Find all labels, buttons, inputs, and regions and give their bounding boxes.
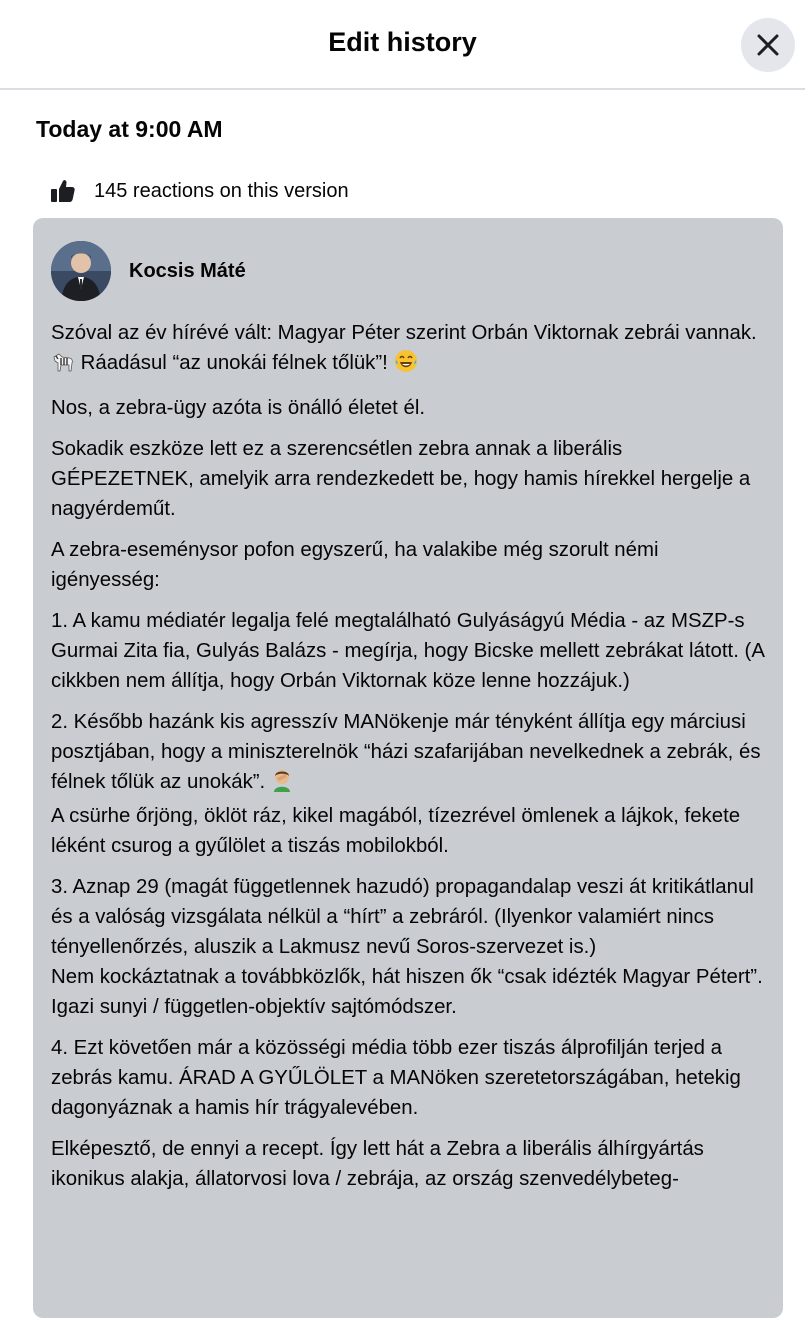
author-name[interactable]: Kocsis Máté (129, 259, 246, 282)
dialog-header (0, 0, 805, 90)
avatar[interactable] (51, 241, 111, 301)
thumbs-up-icon (50, 178, 76, 204)
facepalm-emoji-icon (271, 768, 293, 801)
post-card (33, 218, 783, 1318)
post-paragraph (51, 872, 766, 1022)
post-author (51, 241, 246, 301)
post-paragraph: Elképesztő, de ennyi a recept. Így lett hát a Zebra a liberális álhírgyártás ikonikus alakja, állatorvosi lova / zebrája, az ország szenvedélybeteg- (51, 1138, 704, 1190)
post-text (51, 318, 766, 1205)
close-icon (755, 32, 781, 58)
paragraph-text: Szóval az év hírévé vált: Magyar Péter szerint Orbán Viktornak zebrái vannak. (51, 322, 757, 344)
post-paragraph: Sokadik eszköze lett ez a szerencsétlen zebra annak a liberális GÉPEZETNEK, amelyik arra rendezkedett be, hogy hamis hírekkel hergelje a nagyérdeműt. (51, 438, 751, 520)
reactions-count[interactable]: 145 reactions on this version (94, 179, 349, 202)
reactions-summary (50, 176, 349, 206)
post-paragraph (51, 318, 766, 382)
paragraph-text: Nem kockáztatnak a továbbközlők, hát hiszen ők “csak idézték Magyar Pétert”. (51, 966, 763, 988)
paragraph-text: Igazi sunyi / független-objektív sajtómódszer. (51, 996, 457, 1018)
post-paragraph: 4. Ezt követően már a közösségi média több ezer tiszás álprofilján terjed a zebrás kamu. ÁRAD A GYŰLÖLET a MANöken szeretetországában, hetekig dagonyáznak a hamis hír trágyalevében. (51, 1037, 741, 1119)
paragraph-text: A csürhe őrjöng, öklöt ráz, kikel magából, tízezrével ömlenek a lájkok, fekete léként csurog a gyűlölet a tiszás mobilokból. (51, 805, 741, 857)
post-paragraph: Nos, a zebra-ügy azóta is önálló életet él. (51, 397, 426, 419)
paragraph-text: 3. Aznap 29 (magát függetlennek hazudó) propagandalap veszi át kritikátlanul és a valóság vizsgálata nélkül a “hírt” a zebráról. (Ilyenkor valamiért nincs tényellenőrzés, aluszik a Lakmusz nevű Soros-szervezet is.) (51, 876, 754, 958)
post-paragraph: 1. A kamu médiatér legalja felé megtalálható Gulyáságyú Média - az MSZP-s Gurmai Zita fia, Gulyás Balázs - megírja, hogy Bicske mellett zebrákat látott. (A cikkben nem állítja, hogy Orbán Viktornak köze lenne hozzájuk.) (51, 610, 764, 692)
dialog-title: Edit history (328, 27, 477, 57)
post-paragraph: A zebra-eseménysor pofon egyszerű, ha valakibe még szorult némi igényesség: (51, 539, 659, 591)
version-timestamp: Today at 9:00 AM (36, 116, 223, 142)
paragraph-text: Ráadásul “az unokái félnek tőlük”! (80, 352, 388, 374)
zebra-emoji-icon (51, 351, 75, 382)
close-button[interactable] (741, 18, 795, 72)
post-paragraph (51, 707, 766, 861)
paragraph-text: 2. Később hazánk kis agresszív MANökenje már tényként állítja egy márciusi posztjában, hogy a miniszterelnök “házi szafarijában nevelkednek a zebrák, és félnek tőlük az unokák”. (51, 711, 761, 793)
tears-of-joy-emoji-icon (394, 349, 418, 382)
